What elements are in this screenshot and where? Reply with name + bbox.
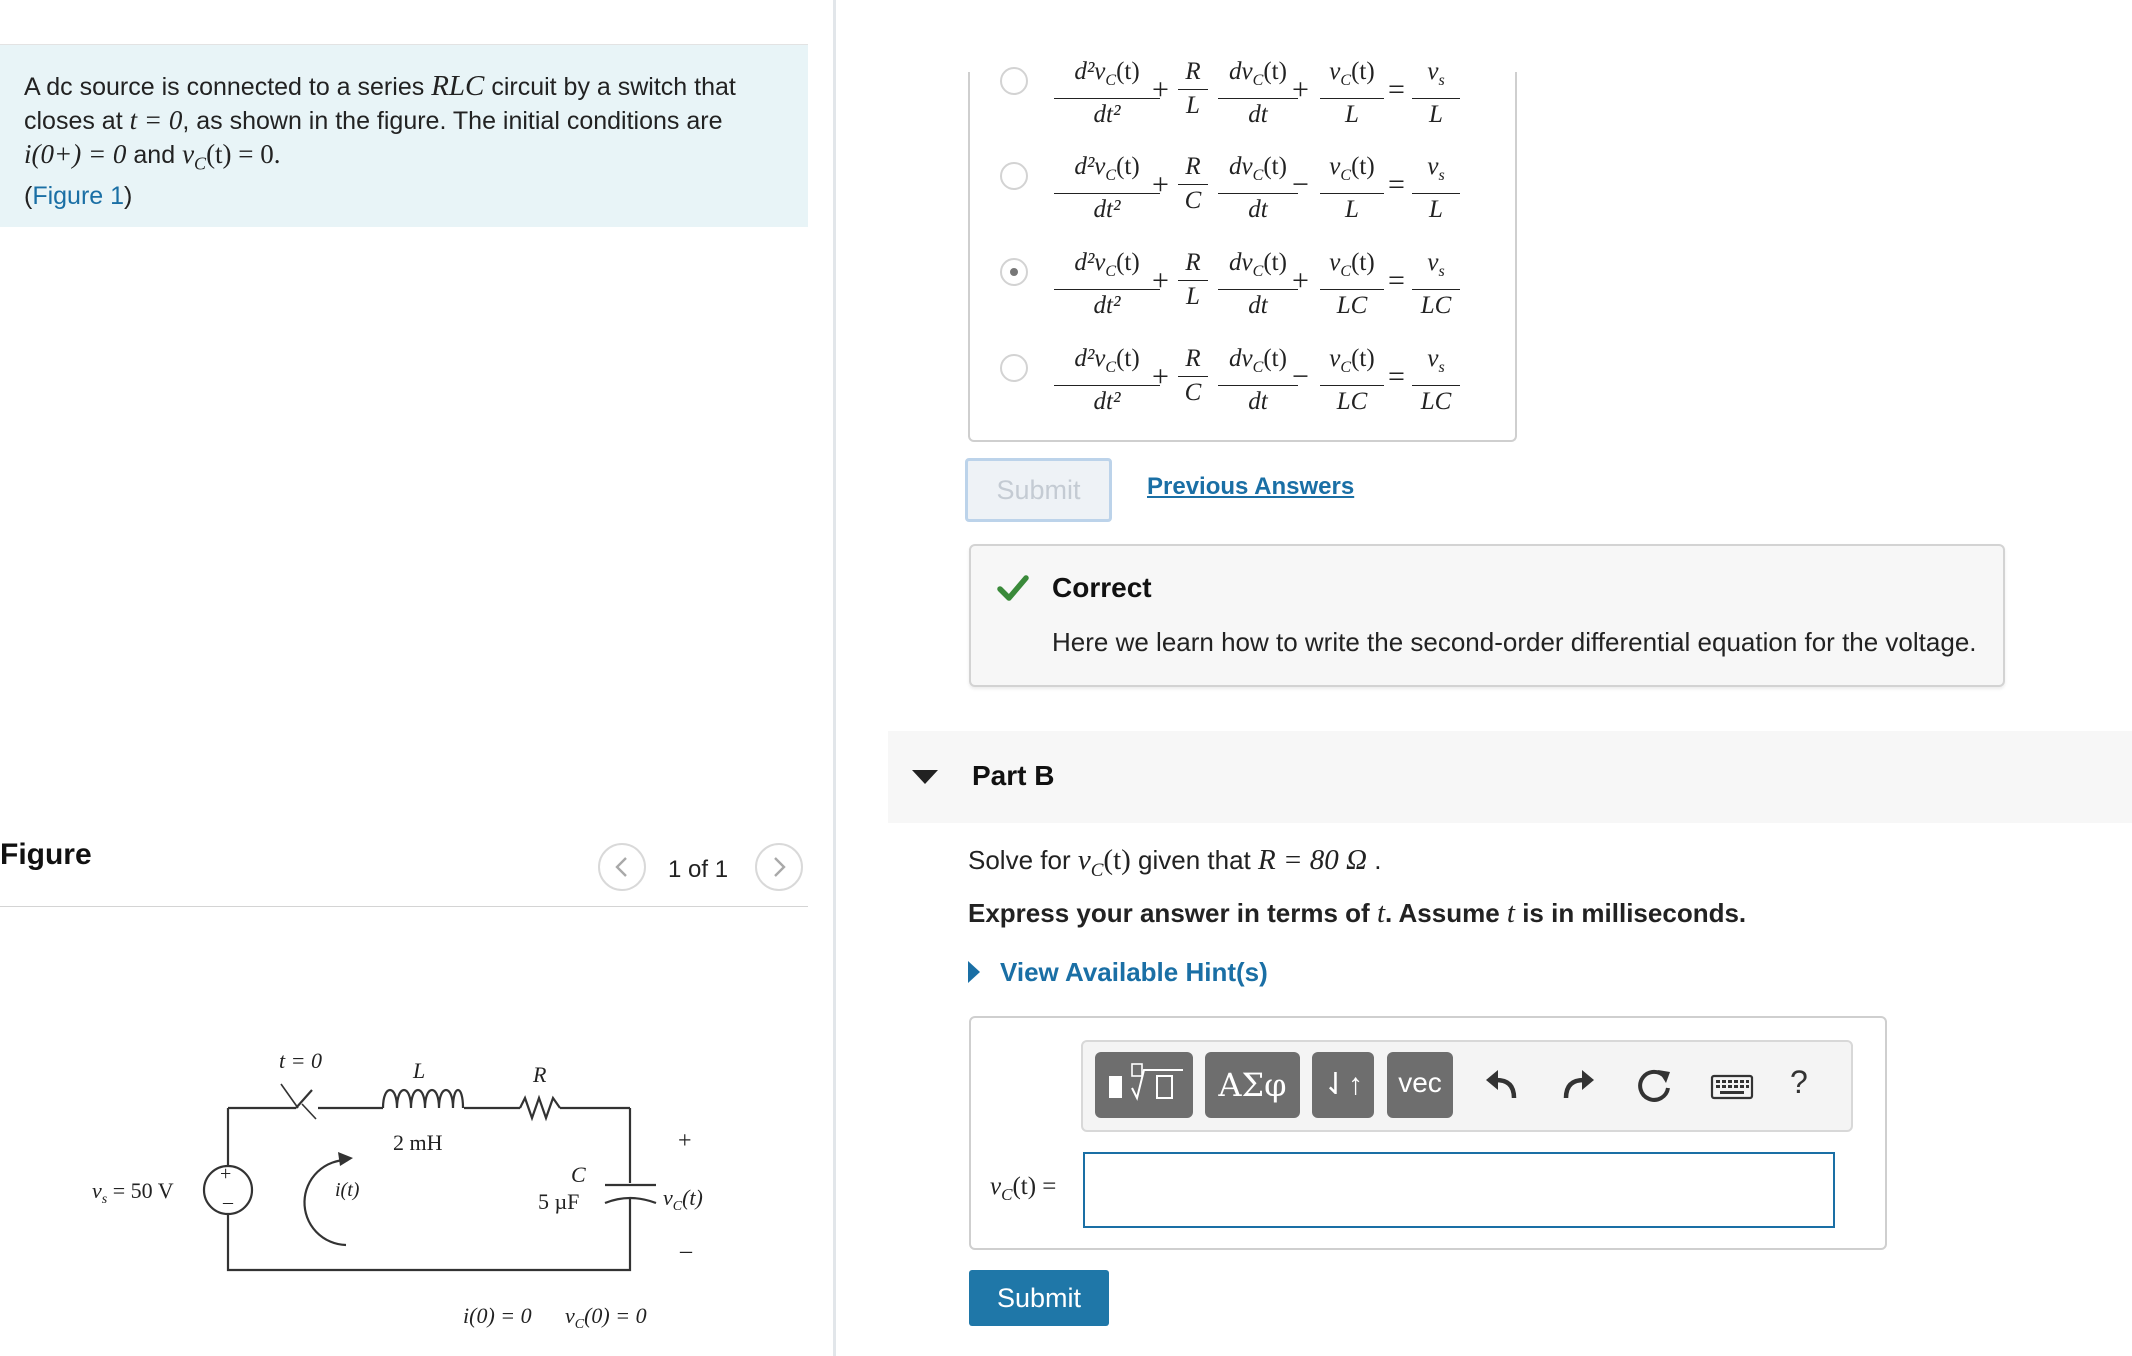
circuit-diagram	[0, 1030, 808, 1350]
part-b-submit-button[interactable]: Submit	[969, 1270, 1109, 1326]
operator: −	[1292, 168, 1309, 201]
option-radio[interactable]	[1000, 162, 1028, 190]
fraction: $v_s$ LC	[1412, 246, 1460, 322]
arrows-button[interactable]: ⇃↑	[1312, 1052, 1374, 1118]
option-radio[interactable]	[1000, 67, 1028, 95]
option-radio[interactable]	[1000, 258, 1028, 286]
templates-button[interactable]	[1095, 1052, 1193, 1118]
source-label: $v_s = 50$ V	[92, 1178, 174, 1207]
figure-prev-button[interactable]	[598, 843, 646, 891]
previous-answers-link[interactable]: Previous Answers	[1147, 473, 1355, 500]
operator: +	[1152, 168, 1169, 201]
operator: +	[1152, 360, 1169, 393]
fraction: R L	[1178, 246, 1208, 313]
greek-symbols-button[interactable]: ΑΣφ	[1205, 1052, 1300, 1118]
source-plus: +	[220, 1163, 232, 1185]
fraction: $dv_C(t)$ dt	[1218, 342, 1298, 418]
chevron-right-icon	[769, 855, 789, 879]
vc-minus: –	[680, 1238, 692, 1264]
fraction: R C	[1178, 342, 1208, 409]
fraction: $d^2v_C(t)$ dt²	[1054, 246, 1160, 322]
operator: +	[1152, 264, 1169, 297]
operator: +	[1292, 264, 1309, 297]
equals: =	[1388, 264, 1405, 297]
operator: −	[1292, 360, 1309, 393]
capacitor-label: C	[571, 1162, 586, 1187]
chevron-left-icon	[612, 855, 632, 879]
ic-current-math: i(0+) = 0	[24, 139, 127, 169]
resistor-label: R	[533, 1062, 547, 1087]
problem-text-intro: A dc source is connected to a series	[24, 73, 425, 101]
switch-label: t = 0	[279, 1048, 322, 1073]
part-b-prompt: Solve for $v_C(t)$ given that R = 80 Ω .	[968, 844, 1382, 881]
equals: =	[1388, 73, 1405, 106]
figure-title: Figure	[0, 838, 92, 871]
rlc-math: RLC	[431, 70, 485, 102]
feedback-message: Here we learn how to write the second-order differential equation for the voltage.	[1052, 627, 1977, 657]
fraction: R C	[1178, 150, 1208, 217]
feedback-title: Correct	[1052, 572, 1152, 603]
fraction: $v_C(t)$ LC	[1320, 246, 1384, 322]
equals: =	[1388, 360, 1405, 393]
capacitor-value: 5 µF	[538, 1189, 580, 1214]
fraction: $d^2v_C(t)$ dt²	[1054, 55, 1160, 131]
fraction: $v_C(t)$ L	[1320, 55, 1384, 131]
fraction: $dv_C(t)$ dt	[1218, 150, 1298, 226]
templates-icon	[1095, 1052, 1193, 1118]
fraction: $d^2v_C(t)$ dt²	[1054, 342, 1160, 418]
initial-current: i(0) = 0	[463, 1303, 532, 1328]
part-a-submit-button[interactable]: Submit	[965, 458, 1112, 522]
figure-next-button[interactable]	[755, 843, 803, 891]
figure-link-open: (	[24, 182, 33, 211]
part-b-title: Part B	[972, 760, 1055, 791]
inductor-value: 2 mH	[393, 1130, 443, 1155]
fraction: $v_s$ L	[1412, 55, 1460, 131]
vc-plus: +	[678, 1128, 692, 1154]
hint-expand-icon[interactable]	[968, 961, 980, 983]
ic-voltage-math: $v_C(t) = 0$.	[182, 139, 281, 174]
fraction: $v_s$ L	[1412, 150, 1460, 226]
checkmark-icon	[997, 574, 1029, 602]
fraction: $v_s$ LC	[1412, 342, 1460, 418]
figure-counter: 1 of 1	[668, 856, 729, 883]
view-hints-link[interactable]: View Available Hint(s)	[1000, 957, 1268, 987]
help-button[interactable]: ?	[1790, 1064, 1808, 1100]
t-zero-math: t = 0	[129, 105, 183, 135]
equals: =	[1388, 168, 1405, 201]
undo-icon[interactable]	[1480, 1064, 1524, 1108]
answer-label: $v_C(t)$ =	[990, 1173, 1057, 1204]
reset-icon[interactable]	[1632, 1064, 1676, 1108]
fraction: R L	[1178, 55, 1208, 122]
initial-voltage: $v_C(0) = 0$	[565, 1303, 647, 1332]
pane-divider[interactable]	[833, 0, 836, 1356]
vc-label: $v_C(t)$	[663, 1185, 703, 1214]
collapse-triangle-icon[interactable]	[912, 770, 938, 784]
current-label: i(t)	[335, 1179, 360, 1201]
fraction: $dv_C(t)$ dt	[1218, 246, 1298, 322]
inductor-label: L	[413, 1058, 426, 1083]
fraction: $d^2v_C(t)$ dt²	[1054, 150, 1160, 226]
feedback-box	[969, 544, 2005, 687]
keyboard-icon[interactable]	[1708, 1064, 1756, 1108]
source-minus: –	[223, 1191, 233, 1213]
figure-divider	[0, 906, 808, 907]
vector-button[interactable]: vec	[1387, 1052, 1453, 1118]
part-b-instructions: Express your answer in terms of t. Assume t is in milliseconds.	[968, 897, 1747, 929]
redo-icon[interactable]	[1556, 1064, 1600, 1108]
fraction: $v_C(t)$ L	[1320, 150, 1384, 226]
option-radio[interactable]	[1000, 354, 1028, 382]
operator: +	[1152, 73, 1169, 106]
problem-text-shown: , as shown in the figure. The initial conditions are	[182, 107, 723, 135]
figure-link[interactable]: Figure 1	[32, 182, 125, 211]
problem-text-switch: circuit by a switch that closes at	[24, 73, 736, 135]
fraction: $dv_C(t)$ dt	[1218, 55, 1298, 131]
operator: +	[1292, 73, 1309, 106]
fraction: $v_C(t)$ LC	[1320, 342, 1384, 418]
figure-link-close: )	[124, 182, 133, 211]
problem-text-and: and	[133, 141, 176, 169]
answer-input[interactable]	[1083, 1152, 1835, 1228]
problem-statement	[24, 70, 804, 213]
part-b-header[interactable]	[888, 731, 2132, 823]
